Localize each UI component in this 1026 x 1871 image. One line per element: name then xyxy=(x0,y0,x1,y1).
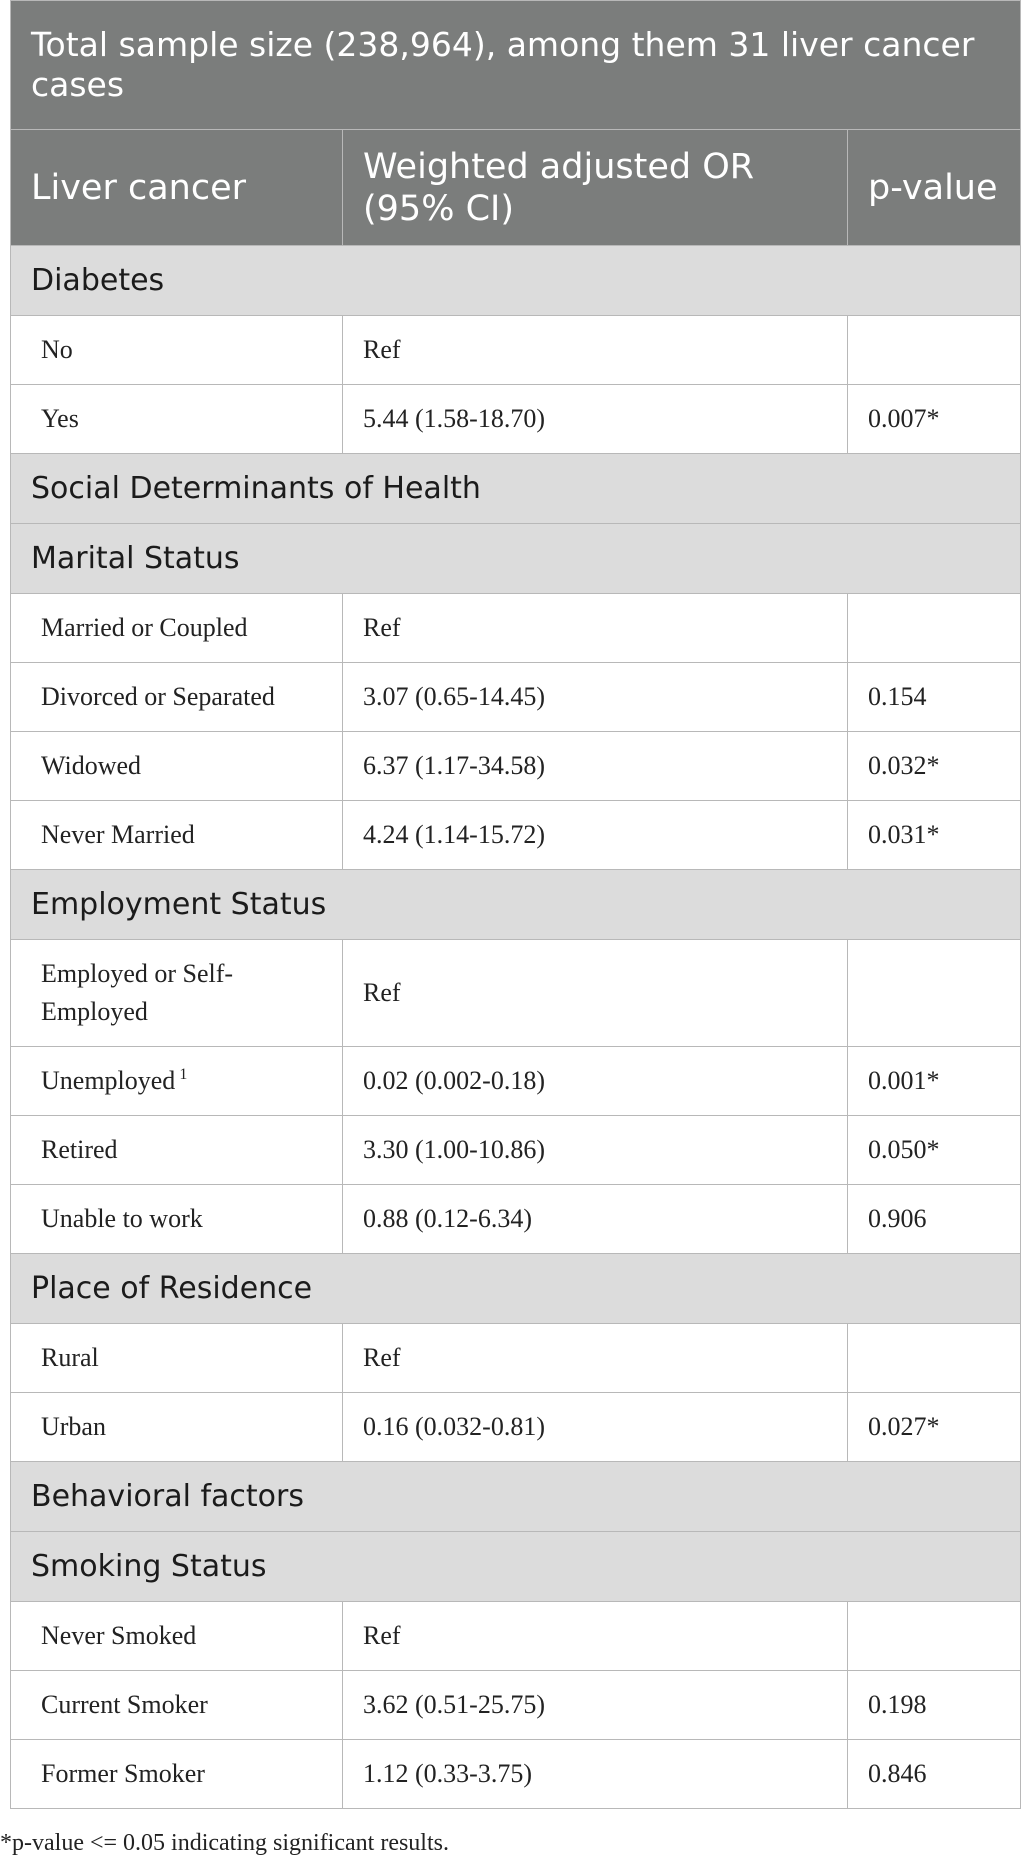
table-title: Total sample size (238,964), among them 31 liver cancer cases xyxy=(11,1,1021,130)
section-row-employment-status xyxy=(11,870,1021,940)
odds-ratio-cell: 6.37 (1.17-34.58) xyxy=(343,732,848,801)
row-label: Current Smoker xyxy=(11,1671,343,1740)
row-label: Rural xyxy=(11,1324,343,1393)
odds-ratio-cell: 3.07 (0.65-14.45) xyxy=(343,663,848,732)
table-row xyxy=(11,1602,1021,1671)
section-label: Diabetes xyxy=(11,246,1021,316)
row-label: No xyxy=(11,316,343,385)
section-row-place-of-residence xyxy=(11,1254,1021,1324)
p-value-cell: 0.050* xyxy=(848,1116,1021,1185)
liver-cancer-odds-table xyxy=(10,0,1021,1809)
odds-ratio-cell: 3.30 (1.00-10.86) xyxy=(343,1116,848,1185)
p-value-cell: 0.032* xyxy=(848,732,1021,801)
table-row xyxy=(11,801,1021,870)
odds-ratio-cell: 3.62 (0.51-25.75) xyxy=(343,1671,848,1740)
p-value-cell: 0.906 xyxy=(848,1185,1021,1254)
row-label: Unemployed xyxy=(41,1066,176,1095)
row-label: Urban xyxy=(11,1393,343,1462)
row-label: Employed or Self-Employed xyxy=(11,940,343,1047)
section-label: Smoking Status xyxy=(11,1532,1021,1602)
odds-ratio-cell: 1.12 (0.33-3.75) xyxy=(343,1740,848,1809)
odds-ratio-cell: 0.02 (0.002-0.18) xyxy=(343,1047,848,1116)
row-label: Yes xyxy=(11,385,343,454)
row-label: Retired xyxy=(11,1116,343,1185)
section-row-social-determinants xyxy=(11,454,1021,524)
table-row xyxy=(11,940,1021,1047)
column-header-p-value: p-value xyxy=(848,130,1021,246)
table-row xyxy=(11,732,1021,801)
table-row xyxy=(11,1047,1021,1116)
column-header-outcome: Liver cancer xyxy=(11,130,343,246)
p-value-cell xyxy=(848,1602,1021,1671)
table-row xyxy=(11,1185,1021,1254)
table-row xyxy=(11,594,1021,663)
row-label-with-footnote xyxy=(11,1047,343,1116)
odds-ratio-cell: Ref xyxy=(343,940,848,1047)
section-row-behavioral-factors xyxy=(11,1462,1021,1532)
odds-ratio-cell: 4.24 (1.14-15.72) xyxy=(343,801,848,870)
column-header-odds-ratio: Weighted adjusted OR (95% CI) xyxy=(343,130,848,246)
p-value-cell: 0.154 xyxy=(848,663,1021,732)
row-label: Never Married xyxy=(11,801,343,870)
odds-ratio-cell: 0.88 (0.12-6.34) xyxy=(343,1185,848,1254)
results-table-container xyxy=(10,0,1020,1809)
p-value-cell xyxy=(848,940,1021,1047)
row-label: Unable to work xyxy=(11,1185,343,1254)
table-row xyxy=(11,1116,1021,1185)
row-label: Never Smoked xyxy=(11,1602,343,1671)
odds-ratio-cell: 0.16 (0.032-0.81) xyxy=(343,1393,848,1462)
p-value-cell: 0.846 xyxy=(848,1740,1021,1809)
table-row xyxy=(11,316,1021,385)
section-row-smoking-status xyxy=(11,1532,1021,1602)
odds-ratio-cell: Ref xyxy=(343,316,848,385)
p-value-cell: 0.027* xyxy=(848,1393,1021,1462)
table-row xyxy=(11,1393,1021,1462)
p-value-cell: 0.198 xyxy=(848,1671,1021,1740)
row-label: Former Smoker xyxy=(11,1740,343,1809)
odds-ratio-cell: Ref xyxy=(343,594,848,663)
p-value-cell: 0.001* xyxy=(848,1047,1021,1116)
odds-ratio-cell: Ref xyxy=(343,1324,848,1393)
p-value-cell: 0.007* xyxy=(848,385,1021,454)
table-row xyxy=(11,1671,1021,1740)
odds-ratio-cell: 5.44 (1.58-18.70) xyxy=(343,385,848,454)
row-label: Widowed xyxy=(11,732,343,801)
table-row xyxy=(11,385,1021,454)
p-value-cell xyxy=(848,1324,1021,1393)
table-title-row xyxy=(11,1,1021,130)
section-label: Employment Status xyxy=(11,870,1021,940)
table-row xyxy=(11,1740,1021,1809)
p-value-cell xyxy=(848,594,1021,663)
section-label: Marital Status xyxy=(11,524,1021,594)
section-label: Behavioral factors xyxy=(11,1462,1021,1532)
footnote-marker: 1 xyxy=(179,1066,188,1084)
section-row-marital-status xyxy=(11,524,1021,594)
section-label: Social Determinants of Health xyxy=(11,454,1021,524)
section-row-diabetes xyxy=(11,246,1021,316)
p-value-cell xyxy=(848,316,1021,385)
p-value-cell: 0.031* xyxy=(848,801,1021,870)
row-label: Divorced or Separated xyxy=(11,663,343,732)
table-row xyxy=(11,663,1021,732)
section-label: Place of Residence xyxy=(11,1254,1021,1324)
table-footnote: *p-value <= 0.05 indicating significant results. xyxy=(0,1830,449,1856)
table-header-row xyxy=(11,130,1021,246)
row-label: Married or Coupled xyxy=(11,594,343,663)
odds-ratio-cell: Ref xyxy=(343,1602,848,1671)
table-row xyxy=(11,1324,1021,1393)
